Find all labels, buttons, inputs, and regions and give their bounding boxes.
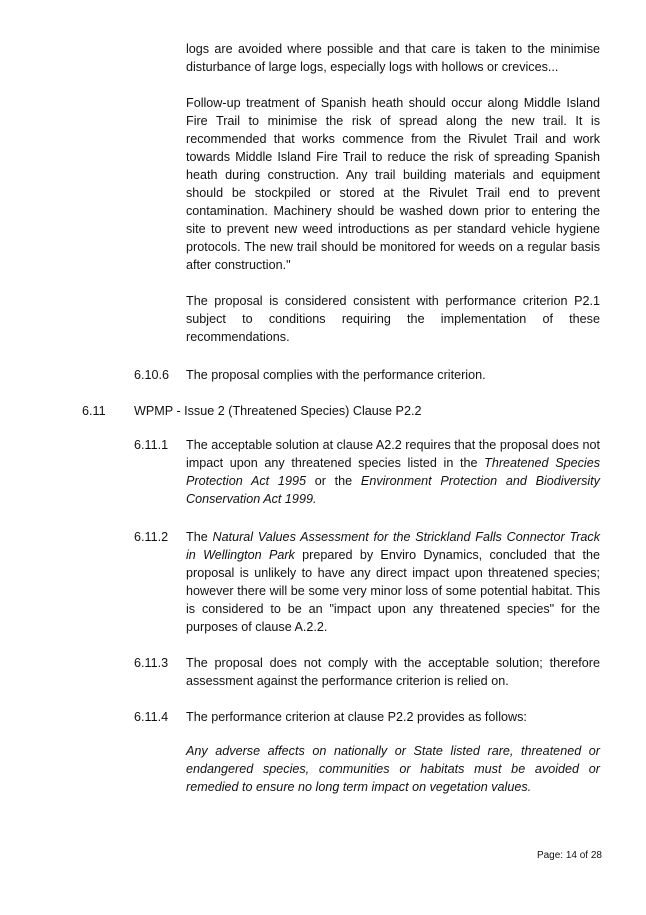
section-heading-6-11: WPMP - Issue 2 (Threatened Species) Clause P2.2 <box>134 404 422 418</box>
paragraph-logs: logs are avoided where possible and that care is taken to the minimise disturbance of large logs, especially logs with hollows or crevices... <box>186 42 600 74</box>
text-run: The acceptable solution at clause A2.2 requires that the proposal does not impact upon any threatened species listed in the <box>186 438 600 470</box>
criterion-quote: Any adverse affects on nationally or State listed rare, threatened or endangered species, communities or habitats must be avoided or remedied to ensure no long term impact on vegetation values. <box>186 744 600 794</box>
section-number-6-11: 6.11 <box>82 404 106 418</box>
text-run: The <box>186 530 213 544</box>
paragraph-consistent-p2-1: The proposal is considered consistent with performance criterion P2.1 subject to conditions requiring the implementation of these recommendations. <box>186 294 600 344</box>
section-text-6-11-4: The performance criterion at clause P2.2 provides as follows: <box>186 710 527 724</box>
section-number-6-10-6: 6.10.6 <box>134 368 170 382</box>
section-number-6-11-4: 6.11.4 <box>134 710 169 724</box>
text-run: or the <box>305 474 361 488</box>
act-title-epbc: Environment Protection and Biodiversity Conservation Act 1999. <box>186 474 600 506</box>
act-title-threatened-species: Threatened Species Protection Act 1995 <box>186 456 600 488</box>
paragraph-spanish-heath: Follow-up treatment of Spanish heath should occur along Middle Island Fire Trail to minimise the risk of spread along the new trail. It is recommended that works commence from the Rivulet Trail and work towards Middle Island Fire Trail to reduce the risk of spreading Spanish heath during construction. Any trail building materials and equipment should be stockpiled or stored at the Rivulet Trail end to prevent contamination. Machinery should be washed down prior to entering the site to prevent new weed introductions as per standard vehicle hygiene protocols. The new trail should be monitored for weeds on a regular basis after construction." <box>186 96 600 272</box>
section-number-6-11-1: 6.11.1 <box>134 438 169 452</box>
section-text-6-11-1 <box>186 436 600 508</box>
section-number-6-11-3: 6.11.3 <box>134 656 169 670</box>
report-title: Natural Values Assessment for the Strickland Falls Connector Track in Wellington Park <box>186 530 601 562</box>
text-run: prepared by Enviro Dynamics, concluded that the proposal is unlikely to have any direct impact upon threatened species; however there will be some very minor loss of some potential habitat. This is considered to be an "impact upon any threatened species" for the purposes of clause A.2.2. <box>186 548 600 634</box>
page-number: Page: 14 of 28 <box>536 850 602 861</box>
section-text-6-11-2 <box>186 528 600 636</box>
section-number-6-11-2: 6.11.2 <box>134 530 169 544</box>
section-text-6-11-3: The proposal does not comply with the acceptable solution; therefore assessment against the performance criterion is relied on. <box>186 656 600 688</box>
section-text-6-10-6: The proposal complies with the performance criterion. <box>186 368 486 382</box>
